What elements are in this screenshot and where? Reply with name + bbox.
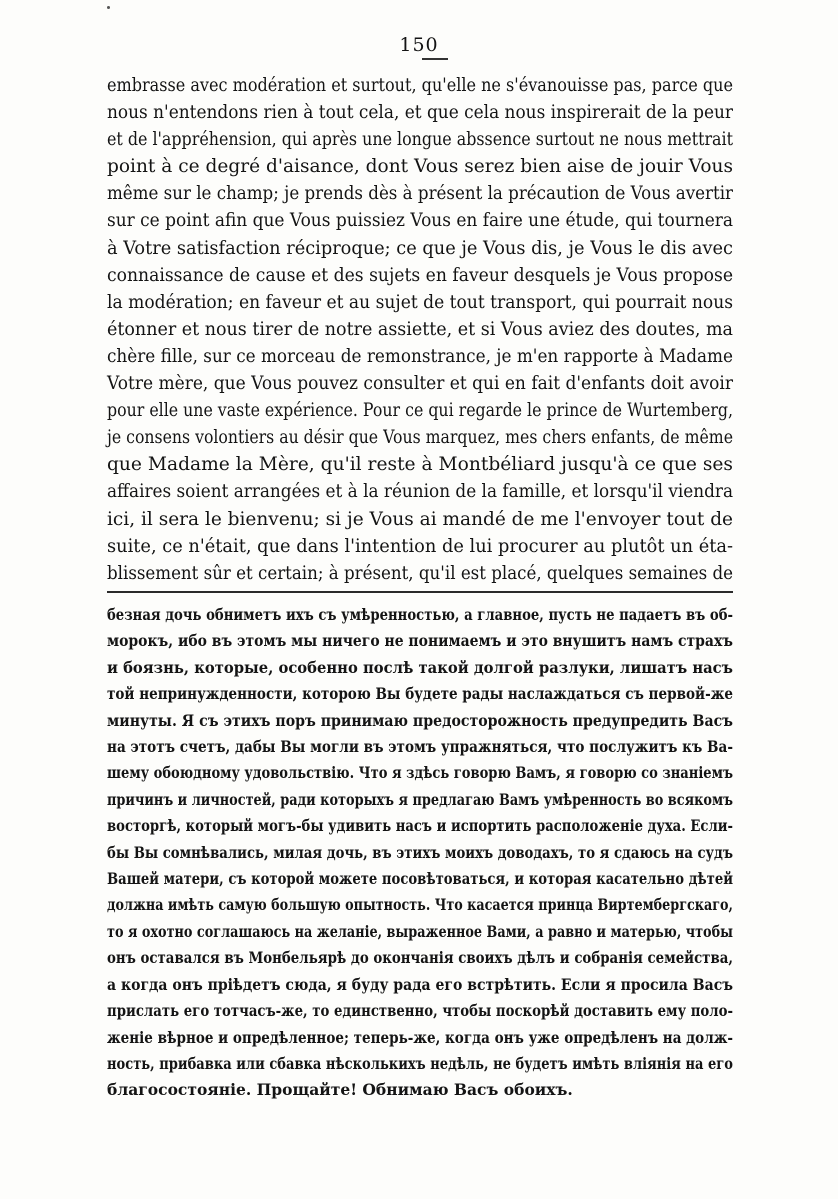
french-text-line: que Madame la Mère, qu'il reste à Montbéliard jusqu'à ce que ses bbox=[107, 453, 733, 476]
french-text-line: connaissance de cause et des sujets en faveur desquels je Vous propose bbox=[107, 263, 733, 286]
french-text-block bbox=[107, 72, 733, 587]
russian-text-line: ность, прибавка или сбавка нѣсколькихъ недѣль, не будетъ имѣть вліянія на его bbox=[107, 1053, 733, 1073]
french-text-line: même sur le champ; je prends dès à présent la précaution de Vous avertir bbox=[107, 182, 733, 205]
russian-text-line: восторгѣ, который могъ-бы удивить насъ и испортить расположеніе духа. Если- bbox=[107, 816, 733, 836]
french-text-line: Votre mère, que Vous pouvez consulter et qui en fait d'enfants doit avoir bbox=[107, 372, 733, 395]
russian-translation-block bbox=[107, 602, 733, 1104]
french-text-line: affaires soient arrangées et à la réunion de la famille, et lorsqu'il viendra bbox=[107, 480, 733, 503]
russian-text-line: причинъ и личностей, ради которыхъ я предлагаю Вамъ умѣренность во всякомъ bbox=[107, 789, 733, 809]
russian-text-line: безная дочь обниметъ ихъ съ умѣренностью, а главное, пусть не падаетъ въ об- bbox=[107, 605, 733, 624]
russian-text-line: должна имѣть самую большую опытность. Что касается принца Виртембергскаго, bbox=[107, 895, 733, 915]
russian-text-line: бы Вы сомнѣвались, милая дочь, въ этихъ моихъ доводахъ, то я сдаюсь на судъ bbox=[107, 842, 733, 862]
french-text-line: suite, ce n'était, que dans l'intention de lui procurer au plutôt un éta- bbox=[107, 534, 733, 557]
russian-text-line: то я охотно соглашаюсь на желаніе, выраженное Вами, а равно и матерью, чтобы bbox=[107, 921, 733, 941]
russian-text-line: минуты. Я съ этихъ поръ принимаю предосторожность предупредить Васъ bbox=[107, 710, 733, 730]
french-text-line: la modération; en faveur et au sujet de tout transport, qui pourrait nous bbox=[107, 290, 733, 313]
french-text-line: pour elle une vaste expérience. Pour ce qui regarde le prince de Wurtemberg, bbox=[107, 399, 733, 422]
russian-text-line: на этотъ счетъ, дабы Вы могли въ этомъ упражняться, что послужитъ къ Ва- bbox=[107, 737, 733, 757]
russian-text-line: благосостояніе. Прощайте! Обнимаю Васъ обоихъ. bbox=[107, 1080, 573, 1100]
russian-text-line: морокъ, ибо въ этомъ мы ничего не понимаемъ и это внушитъ намъ страхъ bbox=[107, 631, 733, 651]
russian-text-line: женіе вѣрное и опредѣленное; теперь-же, когда онъ уже опредѣленъ на долж- bbox=[107, 1027, 733, 1047]
russian-text-line: прислать его тотчасъ-же, то единственно, чтобы поскорѣй доставить ему поло- bbox=[107, 1001, 733, 1021]
french-text-line: à Votre satisfaction réciproque; ce que je Vous dis, je Vous le dis avec bbox=[107, 236, 733, 259]
french-text-line: je consens volontiers au désir que Vous marquez, mes chers enfants, de même bbox=[107, 426, 733, 449]
french-text-line: nous n'entendons rien à tout cela, et que cela nous inspirerait de la peur bbox=[107, 101, 733, 124]
russian-text-line: шему обоюдному удовольствію. Что я здѣсь говорю Вамъ, я говорю со знаніемъ bbox=[107, 763, 733, 783]
french-text-line: blissement sûr et certain; à présent, qu'il est placé, quelques semaines de bbox=[107, 561, 733, 584]
russian-text-line: Вашей матери, съ которой можете посовѣтоваться, и которая касательно дѣтей bbox=[107, 869, 733, 889]
russian-text-line: той непринужденности, которою Вы будете рады наслаждаться съ первой-же bbox=[107, 684, 733, 704]
french-text-line: étonner et nous tirer de notre assiette, et si Vous aviez des doutes, ma bbox=[107, 317, 733, 340]
french-text-line: chère fille, sur ce morceau de remonstrance, je m'en rapporte à Madame bbox=[107, 344, 733, 367]
russian-text-line: онъ оставался въ Монбельярѣ до окончанія своихъ дѣлъ и собранія семейства, bbox=[107, 948, 733, 968]
french-text-line: ici, il sera le bienvenu; si je Vous ai mandé de me l'envoyer tout de bbox=[107, 507, 733, 530]
french-text-line: point à ce degré d'aisance, dont Vous serez bien aise de jouir Vous bbox=[107, 155, 733, 178]
scan-speck bbox=[107, 6, 110, 9]
russian-text-line: а когда онъ пріѣдетъ сюда, я буду рада его встрѣтить. Если я просила Васъ bbox=[107, 974, 733, 994]
french-text-line: sur ce point afin que Vous puissiez Vous en faire une étude, qui tournera bbox=[107, 209, 733, 232]
page-number-underline bbox=[422, 58, 448, 60]
footnote-divider bbox=[107, 591, 733, 593]
french-text-line: et de l'appréhension, qui après une longue abssence surtout ne nous mettrait bbox=[107, 128, 733, 151]
russian-text-line: и боязнь, которые, особенно послѣ такой долгой разлуки, лишатъ насъ bbox=[107, 657, 733, 677]
french-text-line: embrasse avec modération et surtout, qu'elle ne s'évanouisse pas, parce que bbox=[107, 74, 733, 96]
page-number: 150 bbox=[399, 34, 439, 56]
